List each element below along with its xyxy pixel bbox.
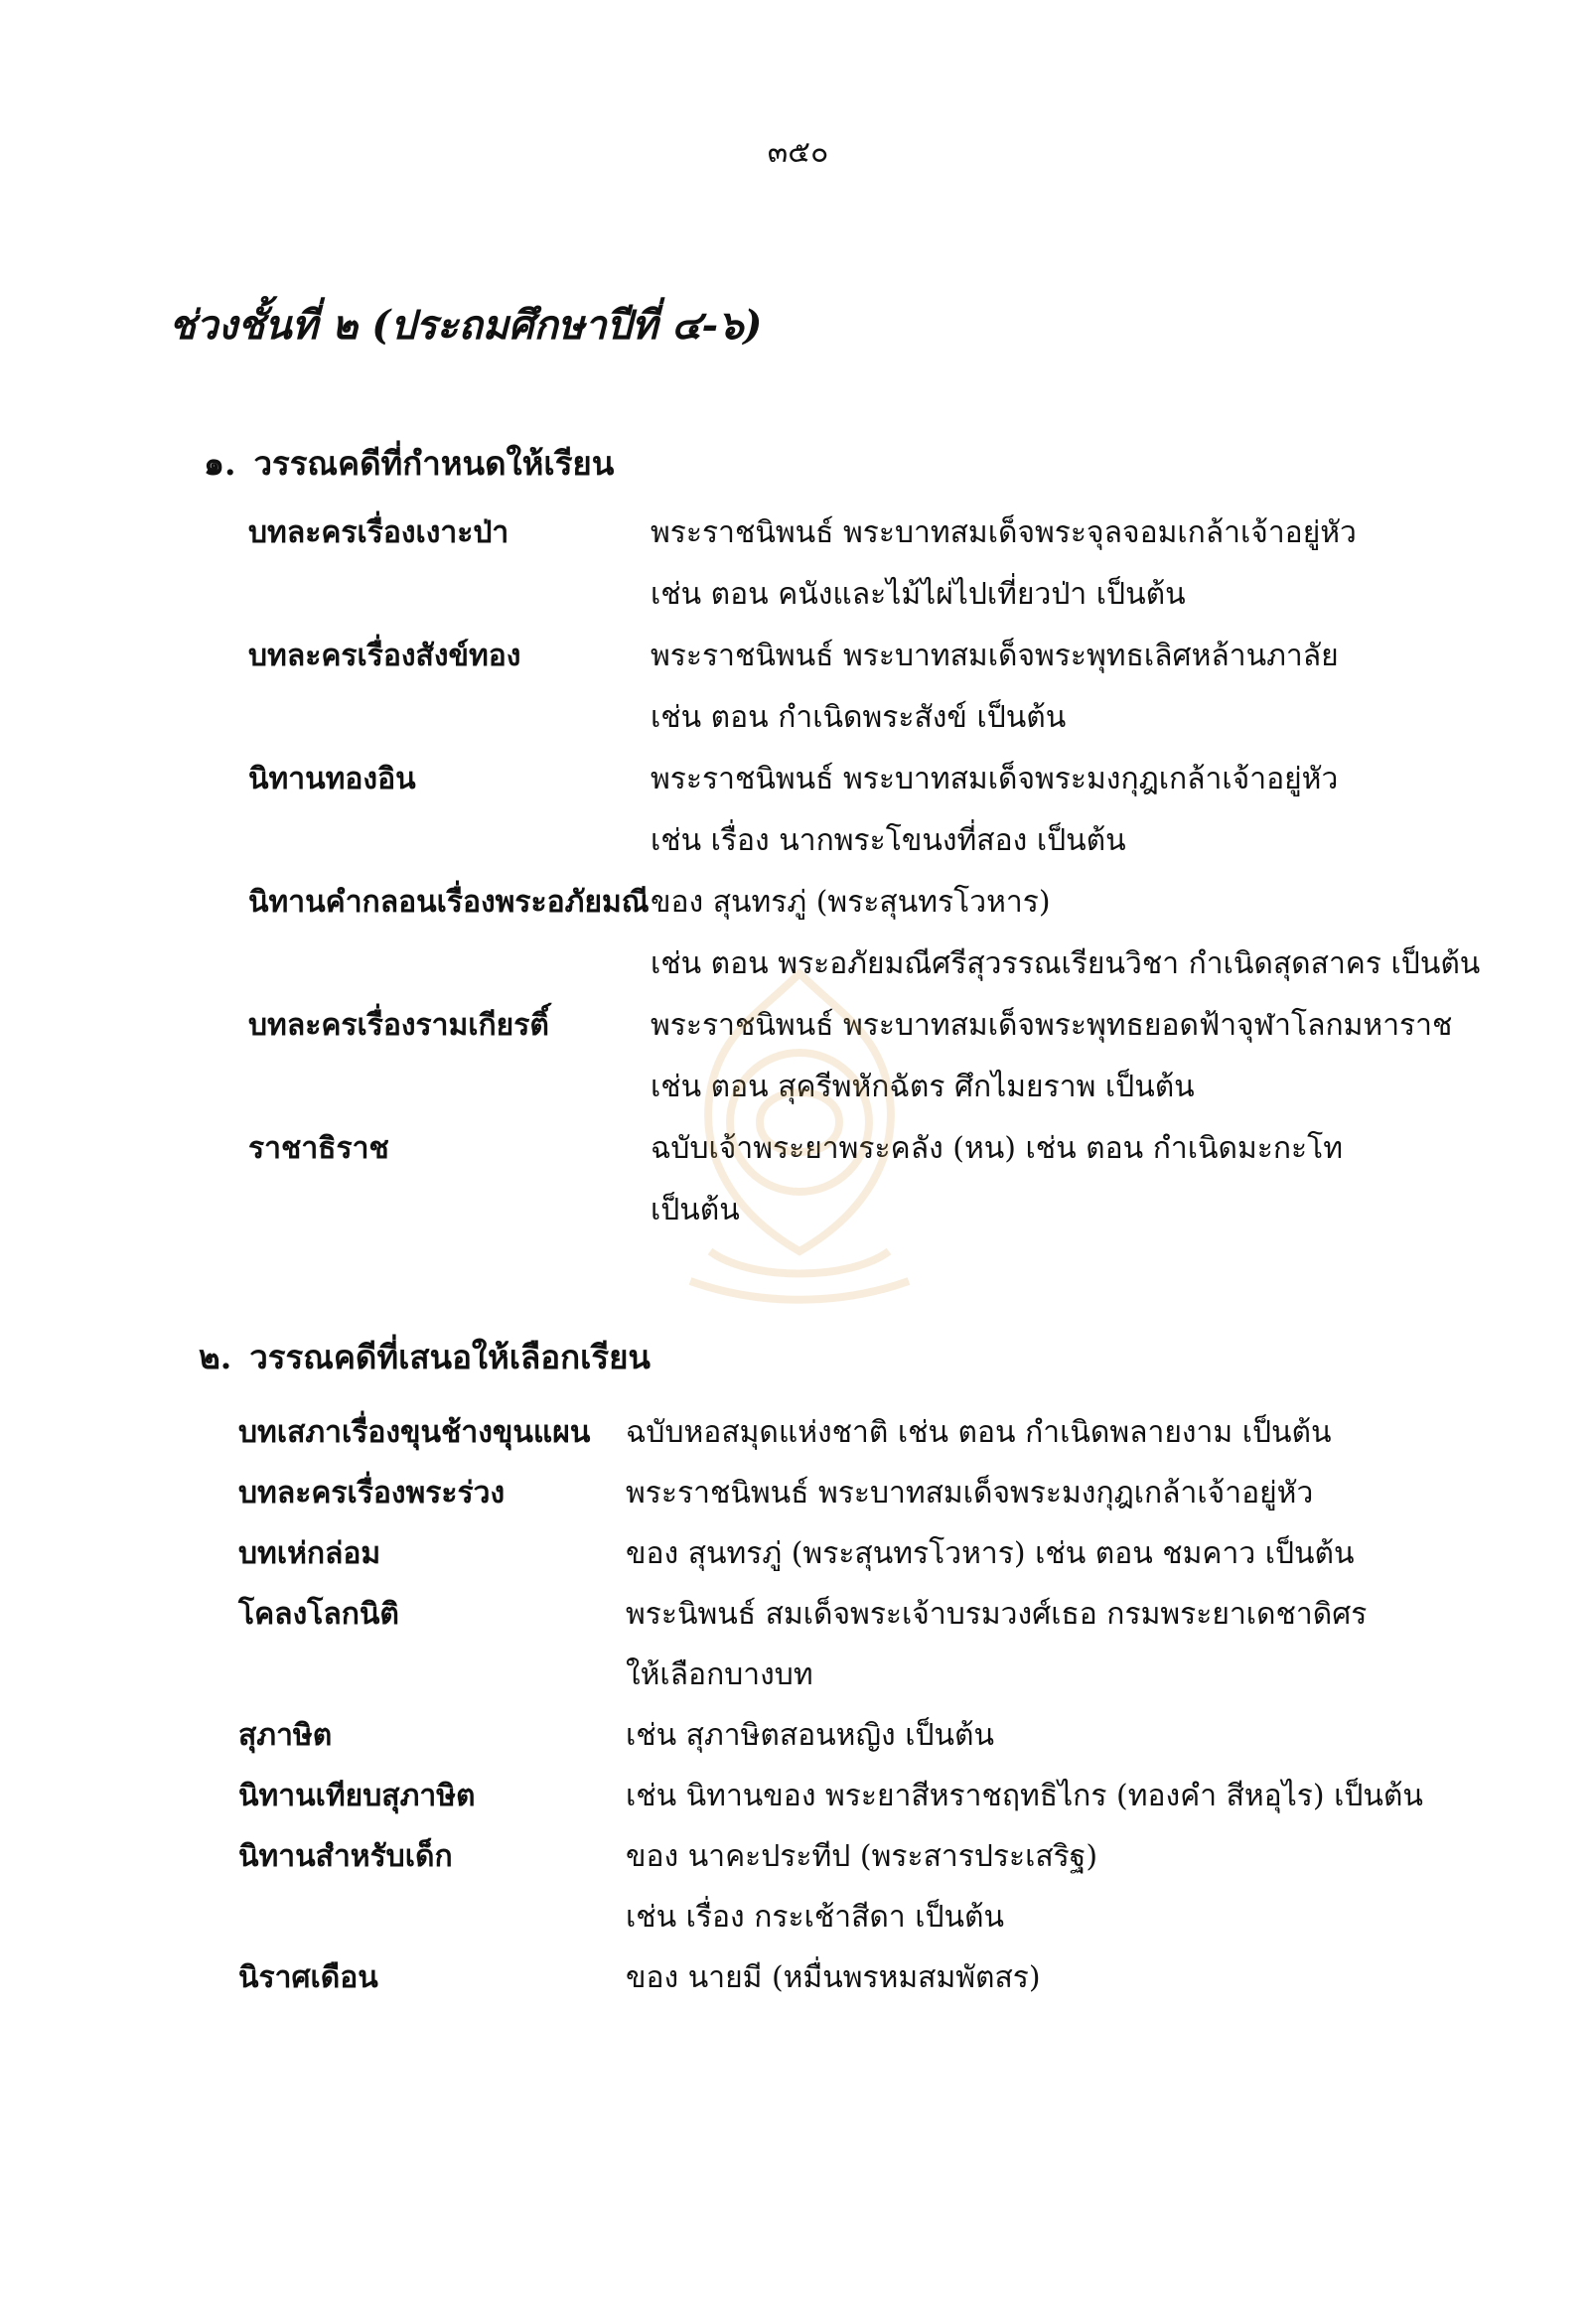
entry-description: ของ สุนทรภู่ (พระสุนทรโวหาร) เช่น ตอน ชมคาว เป็นต้น xyxy=(626,1536,1355,1571)
entry-description: ฉบับเจ้าพระยาพระคลัง (หน) เช่น ตอน กำเนิดมะกะโท xyxy=(651,1130,1344,1166)
entry-description: พระราชนิพนธ์ พระบาทสมเด็จพระมงกุฎเกล้าเจ้าอยู่หัว xyxy=(651,761,1339,796)
entry-title: บทละครเรื่องพระร่วง xyxy=(238,1476,506,1511)
section1-entry-row xyxy=(248,1179,1480,1240)
section2-entry-row xyxy=(238,1584,1423,1645)
entry-description: เช่น เรื่อง กระเช้าสีดา เป็นต้น xyxy=(626,1900,1005,1935)
entry-description: เช่น ตอน พระอภัยมณีศรีสุวรรณเรียนวิชา กำเนิดสุดสาคร เป็นต้น xyxy=(651,945,1481,981)
entry-title: บทเห่กล่อม xyxy=(238,1536,381,1571)
section2-entry-row xyxy=(238,1523,1423,1584)
section1-entry-row xyxy=(248,871,1480,933)
section1-number: ๑. xyxy=(204,444,236,483)
section-title: ช่วงชั้นที่ ๒ (ประถมศึกษาปีที่ ๔-๖) xyxy=(169,302,763,349)
section1-entry-row xyxy=(248,994,1480,1056)
entry-description: เป็นต้น xyxy=(651,1192,740,1227)
section2-entry-list xyxy=(238,1402,1423,2008)
section1-entry-row xyxy=(248,809,1480,871)
entry-description: พระราชนิพนธ์ พระบาทสมเด็จพระมงกุฎเกล้าเจ้าอยู่หัว xyxy=(626,1476,1314,1511)
entry-description: เช่น ตอน คนังและไม้ไผ่ไปเที่ยวป่า เป็นต้น xyxy=(651,576,1186,612)
section1-entry-row xyxy=(248,1117,1480,1179)
entry-title: ราชาธิราช xyxy=(248,1130,389,1166)
entry-description: ของ สุนทรภู่ (พระสุนทรโวหาร) xyxy=(651,884,1051,920)
entry-description: เช่น นิทานของ พระยาสีหราชฤทธิไกร (ทองคำ สีหอุไร) เป็นต้น xyxy=(626,1779,1423,1813)
entry-title: นิทานทองอิน xyxy=(248,761,416,796)
entry-title: สุภาษิต xyxy=(238,1718,333,1753)
entry-description: เช่น ตอน สุครีพหักฉัตร ศึกไมยราพ เป็นต้น xyxy=(651,1069,1195,1104)
entry-description: ให้เลือกบางบท xyxy=(626,1657,813,1692)
section1-entry-row xyxy=(248,563,1480,625)
section2-number: ๒. xyxy=(199,1338,232,1376)
section1-entry-row xyxy=(248,625,1480,686)
section2-heading xyxy=(199,1331,651,1383)
section1-entry-row xyxy=(248,686,1480,748)
entry-description: เช่น ตอน กำเนิดพระสังข์ เป็นต้น xyxy=(651,699,1067,735)
section1-entry-list xyxy=(248,502,1480,1240)
entry-title: นิทานคำกลอนเรื่องพระอภัยมณี xyxy=(248,884,650,920)
section2-entry-row xyxy=(238,1463,1423,1523)
entry-title: โคลงโลกนิติ xyxy=(238,1597,399,1632)
entry-title: บทเสภาเรื่องขุนช้างขุนแผน xyxy=(238,1415,591,1450)
section1-entry-row xyxy=(248,748,1480,809)
entry-title: บทละครเรื่องสังข์ทอง xyxy=(248,638,521,673)
entry-description: พระราชนิพนธ์ พระบาทสมเด็จพระพุทธเลิศหล้านภาลัย xyxy=(651,638,1339,673)
entry-title: นิราศเดือน xyxy=(238,1960,378,1995)
entry-title: นิทานเทียบสุภาษิต xyxy=(238,1779,476,1813)
section1-heading xyxy=(204,437,614,490)
entry-title: นิทานสำหรับเด็ก xyxy=(238,1839,453,1874)
section1-heading-text: วรรณคดีที่กำหนดให้เรียน xyxy=(253,444,615,483)
section1-entry-row xyxy=(248,1056,1480,1117)
entry-title: บทละครเรื่องเงาะป่า xyxy=(248,514,509,550)
entry-description: เช่น สุภาษิตสอนหญิง เป็นต้น xyxy=(626,1718,995,1753)
entry-description: พระราชนิพนธ์ พระบาทสมเด็จพระพุทธยอดฟ้าจุฬาโลกมหาราช xyxy=(651,1007,1453,1043)
section2-entry-row xyxy=(238,1645,1423,1705)
entry-title: บทละครเรื่องรามเกียรติ์ xyxy=(248,1007,549,1043)
section2-heading-text: วรรณคดีที่เสนอให้เลือกเรียน xyxy=(249,1338,651,1376)
section2-entry-row xyxy=(238,1766,1423,1826)
section2-entry-row xyxy=(238,1402,1423,1463)
page-number: ๓๕๐ xyxy=(767,135,829,170)
section1-entry-row xyxy=(248,502,1480,563)
entry-description: ฉบับหอสมุดแห่งชาติ เช่น ตอน กำเนิดพลายงาม เป็นต้น xyxy=(626,1415,1332,1450)
entry-description: พระราชนิพนธ์ พระบาทสมเด็จพระจุลจอมเกล้าเจ้าอยู่หัว xyxy=(651,514,1357,550)
entry-description: ของ นายมี (หมื่นพรหมสมพัตสร) xyxy=(626,1960,1041,1995)
section2-entry-row xyxy=(238,1705,1423,1766)
section1-entry-row xyxy=(248,933,1480,994)
entry-description: เช่น เรื่อง นากพระโขนงที่สอง เป็นต้น xyxy=(651,822,1126,858)
entry-description: พระนิพนธ์ สมเด็จพระเจ้าบรมวงศ์เธอ กรมพระยาเดชาดิศร xyxy=(626,1597,1368,1632)
section2-entry-row xyxy=(238,1947,1423,2008)
section2-entry-row xyxy=(238,1887,1423,1947)
section2-entry-row xyxy=(238,1826,1423,1887)
entry-description: ของ นาคะประทีป (พระสารประเสริฐ) xyxy=(626,1839,1098,1874)
